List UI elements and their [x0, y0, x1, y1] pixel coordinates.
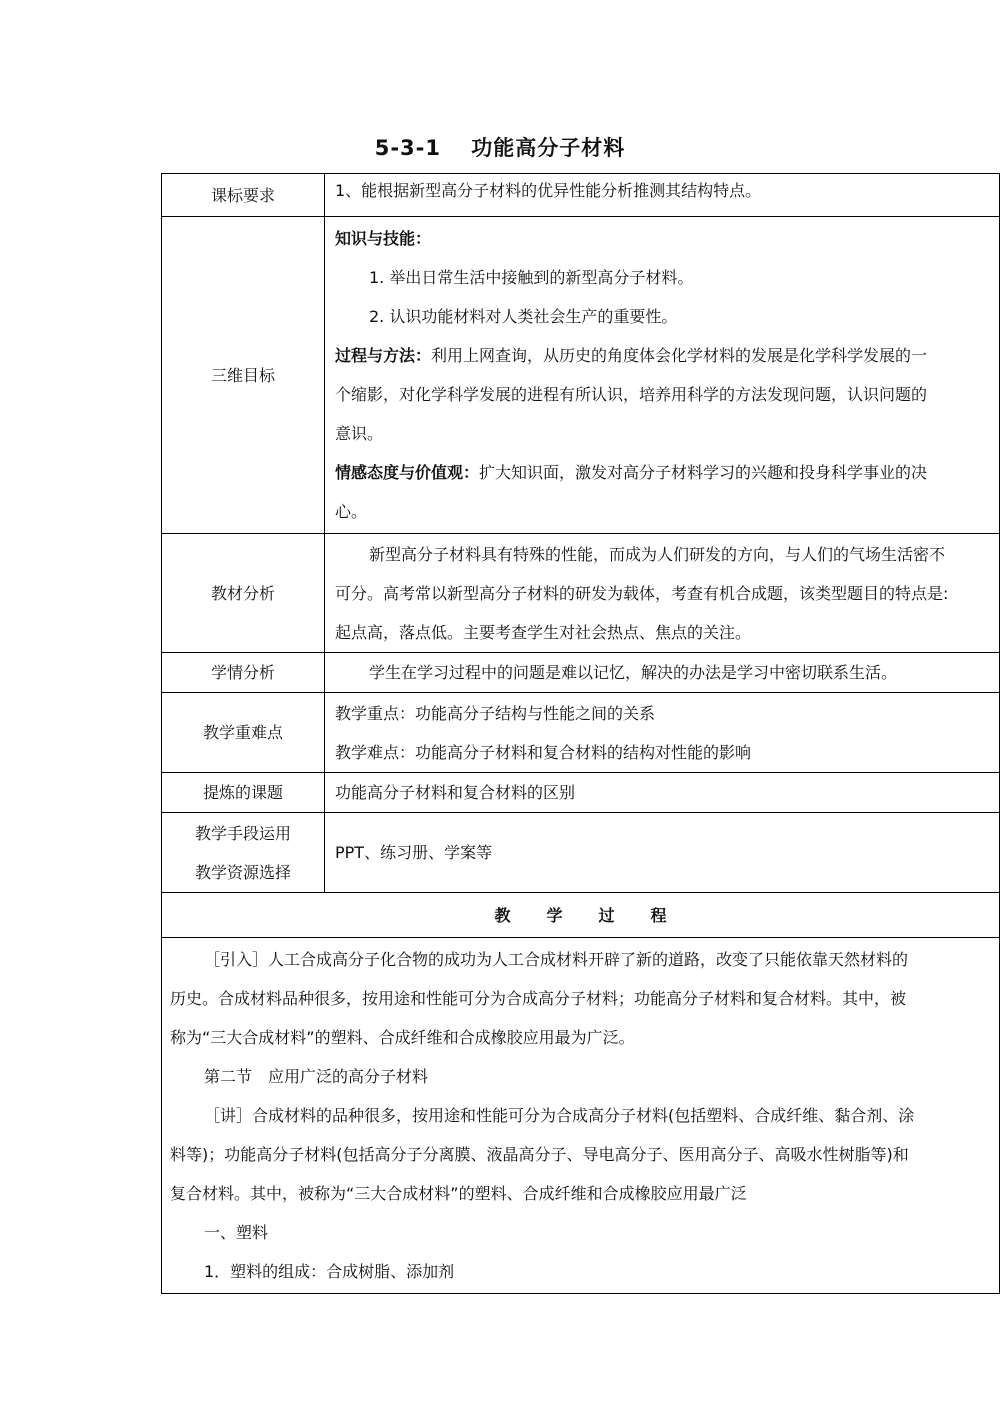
process-heading-cell — [162, 893, 1000, 938]
process-heading-char: 程 — [650, 905, 667, 925]
label-students: 学情分析 — [162, 653, 325, 693]
row-process-body — [162, 938, 1000, 1294]
intro-line: ［引入］人工合成高分子化合物的成功为人工合成材料开辟了新的道路，改变了只能依靠天然材料的 — [204, 950, 909, 969]
process-text-line: 个缩影，对化学科学发展的进程有所认识，培养用科学的方法发现问题，认识问题的 — [335, 385, 928, 404]
emotion-line — [335, 453, 995, 492]
resources-label-line: 教学资源选择 — [194, 862, 291, 882]
label-topic: 提炼的课题 — [162, 773, 325, 813]
textbook-line: 新型高分子材料具有特殊的性能，而成为人们研发的方向，与人们的气场生活密不 — [369, 544, 946, 564]
objectives-content — [325, 217, 1000, 534]
students-content — [325, 653, 1000, 693]
lecture-line: 复合材料。其中，被称为“三大合成材料”的塑料、合成纤维和合成橡胶应用最广泛 — [170, 1184, 747, 1203]
curriculum-text: 1、能根据新型高分子材料的优异性能分析推测其结构特点。 — [325, 174, 1000, 217]
row-textbook — [162, 534, 1000, 653]
process-text-line: 意识。 — [335, 424, 384, 443]
lecture-line: ［讲］合成材料的品种很多，按用途和性能可分为合成高分子材料(包括塑料、合成纤维、黏合剂、涂 — [204, 1106, 915, 1125]
process-method-line — [335, 336, 995, 375]
keypoints-content — [325, 693, 1000, 773]
process-heading-char: 教 — [494, 905, 511, 925]
textbook-line: 起点高，落点低。主要考查学生对社会热点、焦点的关注。 — [335, 622, 752, 642]
subsection-title: 一、塑料 — [204, 1223, 269, 1242]
resources-label-line: 教学手段运用 — [194, 823, 291, 843]
resources-text: PPT、练习册、学案等 — [325, 813, 1000, 893]
intro-line: 称为“三大合成材料”的塑料、合成纤维和合成橡胶应用最为广泛。 — [170, 1028, 635, 1047]
difficulty-text: 教学难点：功能高分子材料和复合材料的结构对性能的影响 — [335, 742, 752, 762]
process-text: 利用上网查询，从历史的角度体会化学材料的发展是化学科学发展的一 — [431, 346, 928, 365]
emotion-text-line: 心。 — [335, 502, 368, 521]
label-keypoints: 教学重难点 — [162, 693, 325, 773]
textbook-line: 可分。高考常以新型高分子材料的研发为载体，考查有机合成题，该类型题目的特点是: — [335, 583, 949, 603]
process-heading-char: 过 — [598, 905, 615, 925]
label-objectives: 三维目标 — [162, 217, 325, 534]
process-heading: 过程与方法： — [335, 346, 432, 365]
row-topic — [162, 773, 1000, 813]
row-curriculum — [162, 174, 1000, 217]
textbook-content — [325, 534, 1000, 653]
row-students — [162, 653, 1000, 693]
knowledge-item: 1. 举出日常生活中接触到的新型高分子材料。 — [369, 268, 694, 287]
label-textbook: 教材分析 — [162, 534, 325, 653]
row-objectives — [162, 217, 1000, 534]
row-keypoints — [162, 693, 1000, 773]
process-body-cell — [162, 938, 1000, 1294]
row-resources — [162, 813, 1000, 893]
section-title: 第二节 应用广泛的高分子材料 — [204, 1067, 429, 1086]
intro-line: 历史。合成材料品种很多，按用途和性能可分为合成高分子材料；功能高分子材料和复合材料。其中，被 — [170, 989, 907, 1008]
lesson-plan-table — [161, 173, 1000, 1294]
point-line: 1．塑料的组成：合成树脂、添加剂 — [204, 1262, 455, 1281]
row-process-heading — [162, 893, 1000, 938]
emotion-text: 扩大知识面，激发对高分子材料学习的兴趣和投身科学事业的决 — [479, 463, 928, 482]
emotion-heading: 情感态度与价值观： — [335, 463, 480, 482]
label-resources — [162, 813, 325, 893]
document-title: 5-3-1 功能高分子材料 — [374, 136, 626, 160]
label-curriculum: 课标要求 — [162, 174, 325, 217]
process-heading-char: 学 — [546, 905, 563, 925]
lecture-line: 料等)；功能高分子材料(包括高分子分离膜、液晶高分子、导电高分子、医用高分子、高吸水性树脂等)和 — [170, 1145, 909, 1164]
topic-text: 功能高分子材料和复合材料的区别 — [325, 773, 1000, 813]
focus-text: 教学重点：功能高分子结构与性能之间的关系 — [335, 703, 656, 723]
students-text: 学生在学习过程中的问题是难以记忆，解决的办法是学习中密切联系生活。 — [369, 663, 898, 682]
knowledge-heading: 知识与技能： — [335, 229, 432, 248]
knowledge-item: 2. 认识功能材料对人类社会生产的重要性。 — [369, 307, 678, 326]
